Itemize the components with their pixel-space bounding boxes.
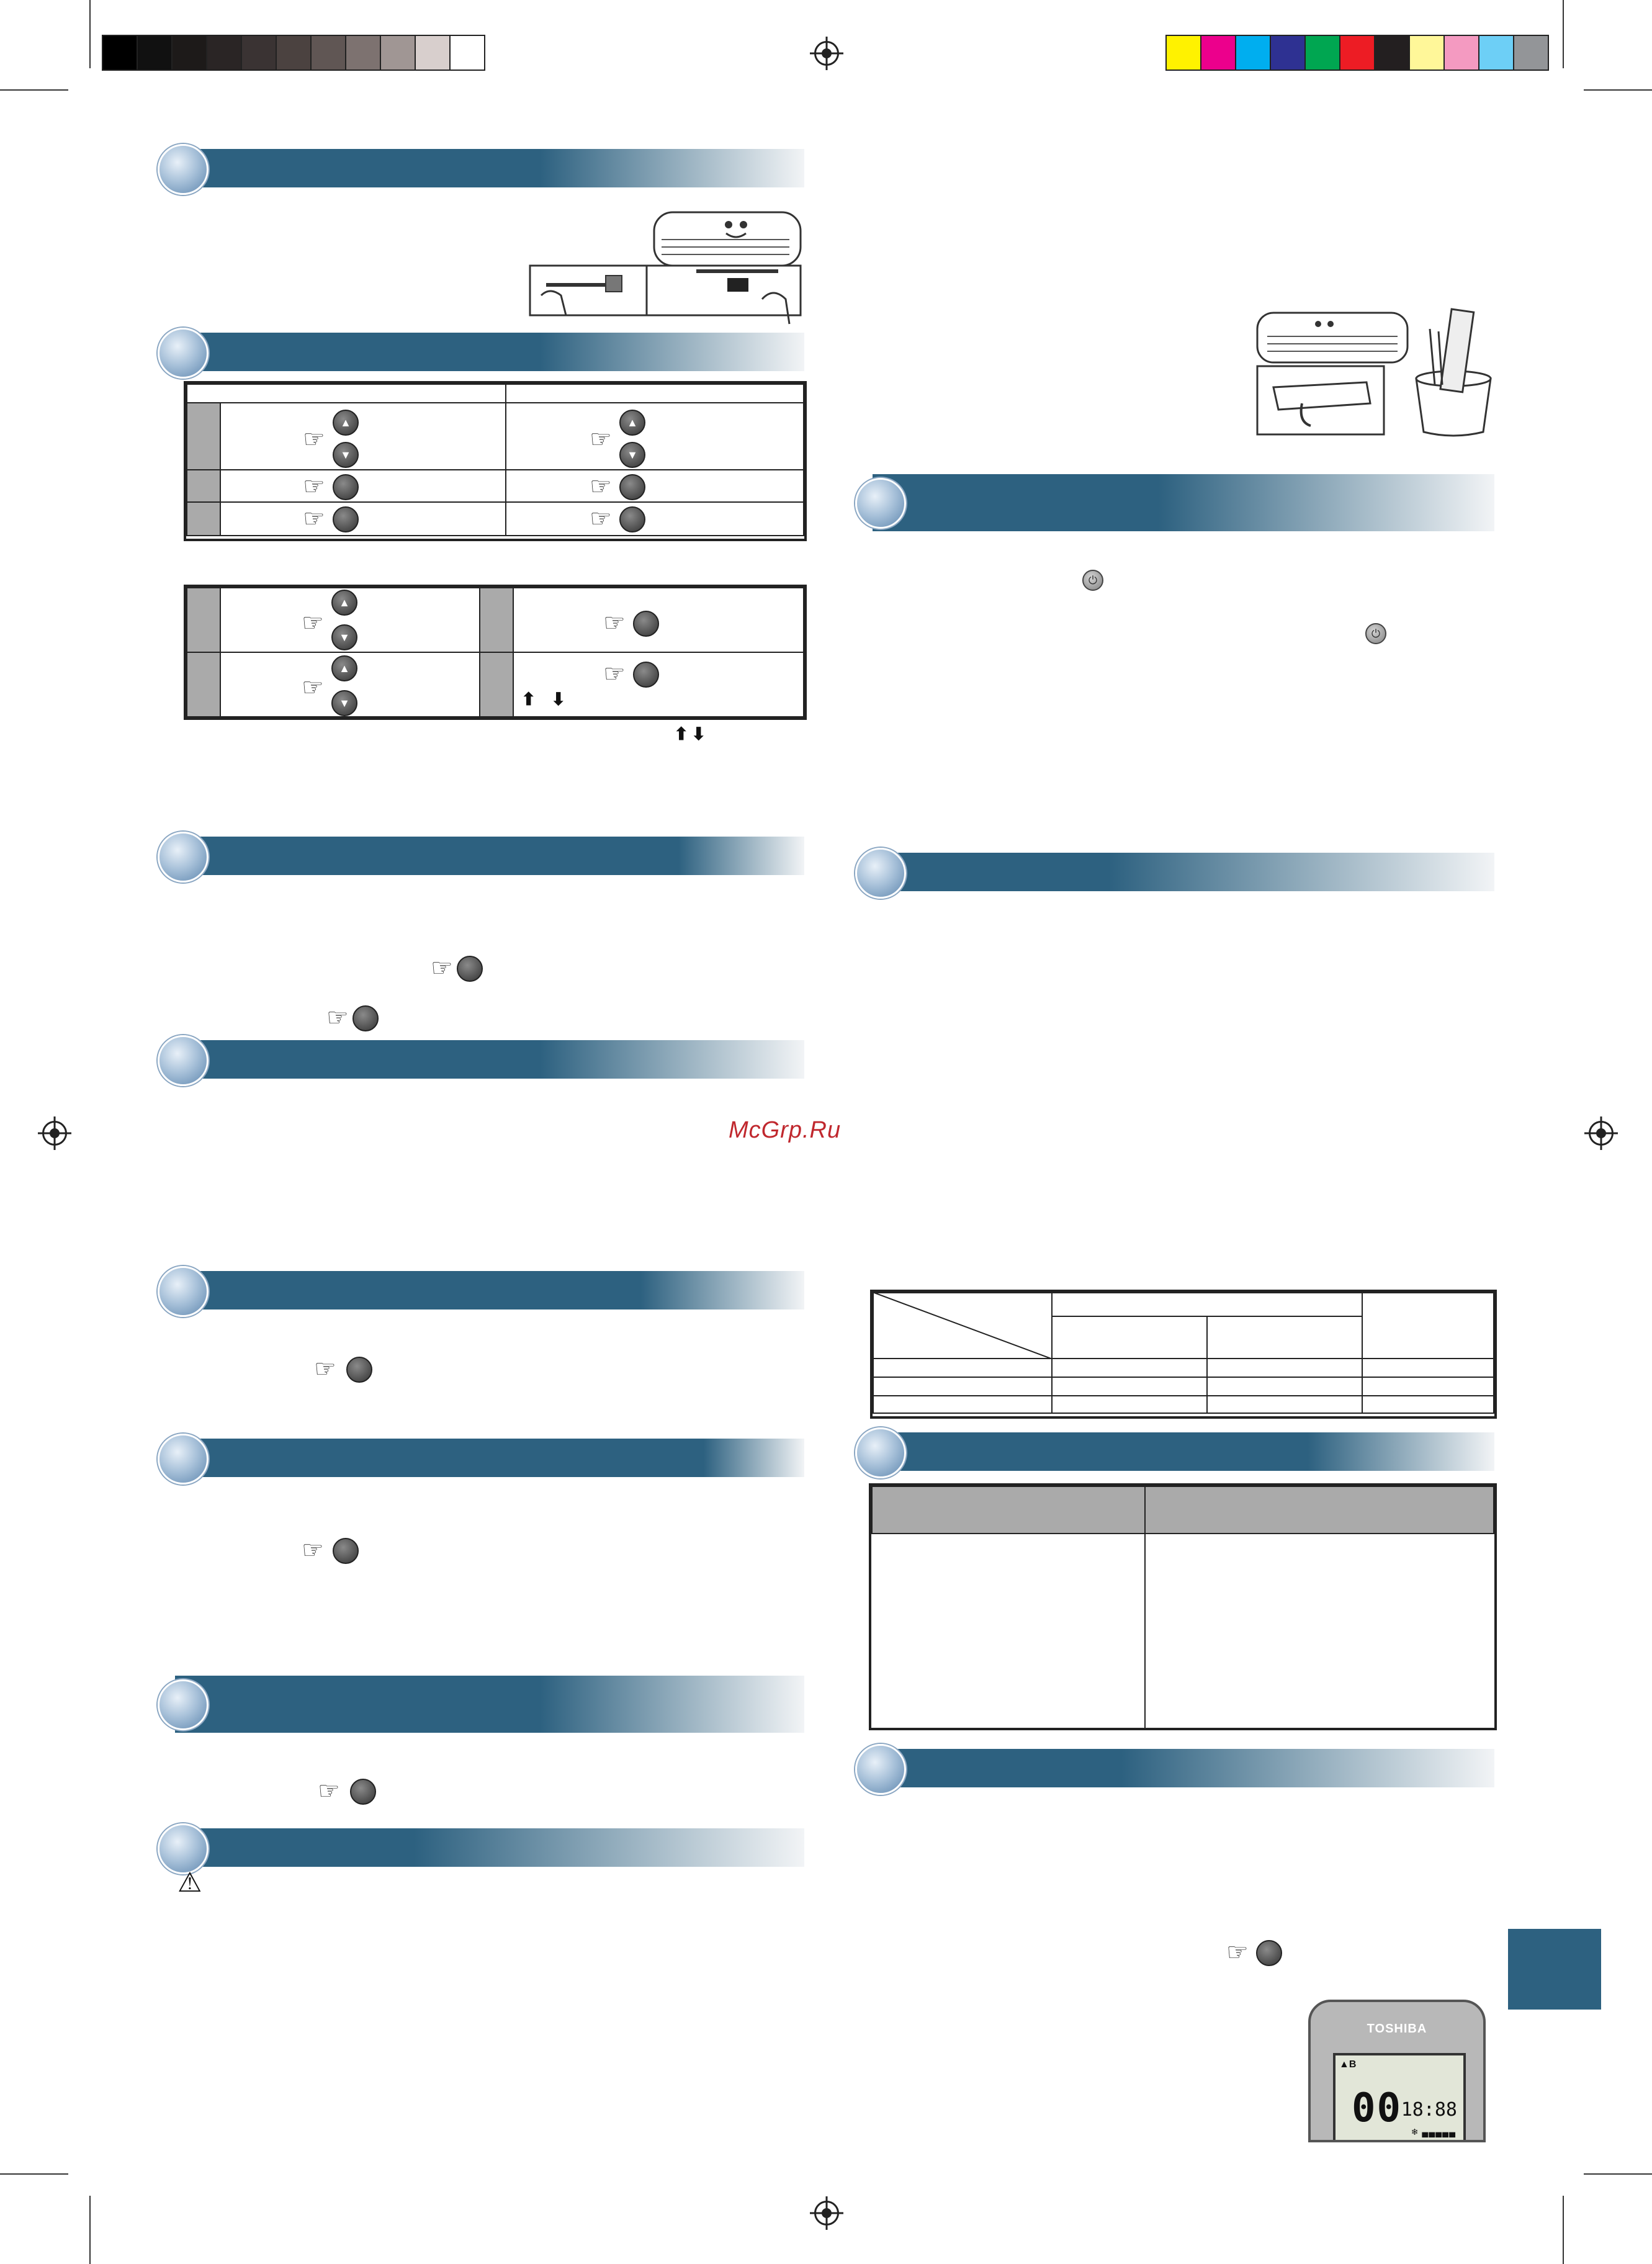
section-bullet-icon [158, 832, 209, 883]
section-header [175, 1271, 804, 1309]
swatch [1479, 36, 1514, 70]
finger-press-icon: ☞ [590, 426, 612, 453]
arrow-up-icon: ⬆ [674, 724, 689, 743]
function-button [333, 506, 359, 532]
finger-press-icon: ☞ [303, 505, 325, 532]
section-header [175, 149, 804, 187]
swatch [173, 36, 207, 70]
crop-mark [0, 89, 68, 91]
swatch [138, 36, 173, 70]
section-header [873, 853, 1494, 891]
swatch [346, 36, 381, 70]
button-operation-table-2 [184, 585, 807, 720]
indoor-unit-illustration [529, 200, 806, 330]
up-arrow-button: ▲ [619, 410, 645, 436]
function-button [633, 611, 659, 637]
finger-press-icon: ☞ [302, 609, 324, 637]
function-button [346, 1357, 372, 1383]
finger-press-icon: ☞ [1226, 1939, 1249, 1966]
power-icon: ⏻ [1365, 623, 1386, 644]
section-header [873, 1749, 1494, 1787]
finger-press-icon: ☞ [603, 660, 626, 688]
section-bullet-icon [158, 1035, 209, 1086]
finger-press-icon: ☞ [590, 473, 612, 500]
section-header [175, 1439, 804, 1477]
registration-mark [42, 1121, 67, 1146]
remote-signal: ❄ ▄▄▄▄▄ [1411, 2127, 1456, 2137]
swatch [103, 36, 138, 70]
grayscale-color-bar [102, 35, 485, 71]
function-button [457, 956, 483, 982]
section-bullet-icon [158, 144, 209, 195]
button-operation-table-1 [184, 381, 807, 541]
down-arrow-button: ▼ [331, 690, 357, 716]
function-button [333, 1538, 359, 1564]
registration-mark [1589, 1121, 1614, 1146]
swatch [381, 36, 416, 70]
finger-press-icon: ☞ [603, 609, 626, 637]
swatch [1167, 36, 1201, 70]
swatch [416, 36, 451, 70]
finger-press-icon: ☞ [318, 1777, 340, 1805]
function-button [352, 1005, 379, 1031]
section-bullet-icon [855, 478, 906, 529]
section-header [175, 1040, 804, 1079]
function-button [633, 662, 659, 688]
finger-press-icon: ☞ [590, 505, 612, 532]
swatch [1375, 36, 1410, 70]
crop-mark [1563, 2196, 1564, 2264]
swatch [1514, 36, 1548, 70]
swatch [277, 36, 312, 70]
up-arrow-button: ▲ [331, 655, 357, 681]
up-arrow-button: ▲ [333, 410, 359, 436]
watermark: McGrp.Ru [729, 1117, 842, 1143]
section-bullet-icon [158, 1266, 209, 1317]
function-button [619, 506, 645, 532]
remote-brand: TOSHIBA [1367, 2022, 1427, 2036]
function-button [1256, 1940, 1282, 1966]
arrow-down-icon: ⬇ [691, 724, 706, 743]
swatch [1410, 36, 1445, 70]
down-arrow-button: ▼ [619, 442, 645, 468]
swatch [1271, 36, 1306, 70]
crop-mark [0, 2173, 68, 2175]
finger-press-icon: ☞ [302, 674, 324, 701]
function-button [619, 474, 645, 500]
function-button [333, 474, 359, 500]
remote-mode-label: ▲B [1339, 2059, 1357, 2070]
crop-mark [89, 0, 91, 68]
swatch [242, 36, 277, 70]
swatch [1445, 36, 1479, 70]
registration-mark [814, 41, 839, 66]
page-side-tab [1508, 1929, 1601, 2010]
section-header [175, 1676, 804, 1733]
swatch [1201, 36, 1236, 70]
section-header [175, 333, 804, 371]
cmyk-color-bar [1165, 35, 1549, 71]
swatch [1340, 36, 1375, 70]
section-bullet-icon [158, 328, 209, 379]
section-header [175, 1828, 804, 1867]
down-arrow-button: ▼ [331, 624, 357, 650]
swatch [207, 36, 242, 70]
section-bullet-icon [158, 1823, 209, 1874]
crop-mark [1584, 2173, 1652, 2175]
registration-mark [814, 2201, 839, 2226]
section-bullet-icon [855, 1427, 906, 1478]
section-header [873, 1432, 1494, 1471]
crop-mark [1563, 0, 1564, 68]
swatch [451, 36, 484, 70]
remote-clock: 18:88 [1401, 2099, 1457, 2121]
troubleshooting-table [869, 1483, 1497, 1730]
down-arrow-button: ▼ [333, 442, 359, 468]
finger-press-icon: ☞ [302, 1537, 324, 1564]
section-bullet-icon [855, 848, 906, 899]
finger-press-icon: ☞ [314, 1355, 336, 1383]
function-button [350, 1779, 376, 1805]
remote-control-illustration [1308, 2000, 1486, 2142]
warning-icon: ⚠ [177, 1867, 202, 1898]
swatch [1236, 36, 1271, 70]
section-bullet-icon [158, 1434, 209, 1485]
finger-press-icon: ☞ [303, 426, 325, 453]
up-arrow-button: ▲ [331, 590, 357, 616]
finger-press-icon: ☞ [431, 955, 453, 982]
section-header [175, 837, 804, 875]
section-bullet-icon [855, 1744, 906, 1795]
remote-lcd [1333, 2053, 1466, 2142]
remote-big-digits: 00 [1352, 2085, 1403, 2131]
swatch [312, 36, 346, 70]
arrow-up-icon: ⬆ [521, 690, 536, 709]
swatch [1306, 36, 1340, 70]
section-header [873, 474, 1494, 531]
filter-cleaning-illustration [1249, 304, 1496, 437]
arrow-down-icon: ⬇ [551, 690, 566, 709]
finger-press-icon: ☞ [303, 473, 325, 500]
crop-mark [89, 2196, 91, 2264]
finger-press-icon: ☞ [326, 1004, 349, 1031]
section-bullet-icon [158, 1679, 209, 1730]
power-icon: ⏻ [1082, 570, 1103, 591]
specification-table [870, 1290, 1497, 1419]
crop-mark [1584, 89, 1652, 91]
